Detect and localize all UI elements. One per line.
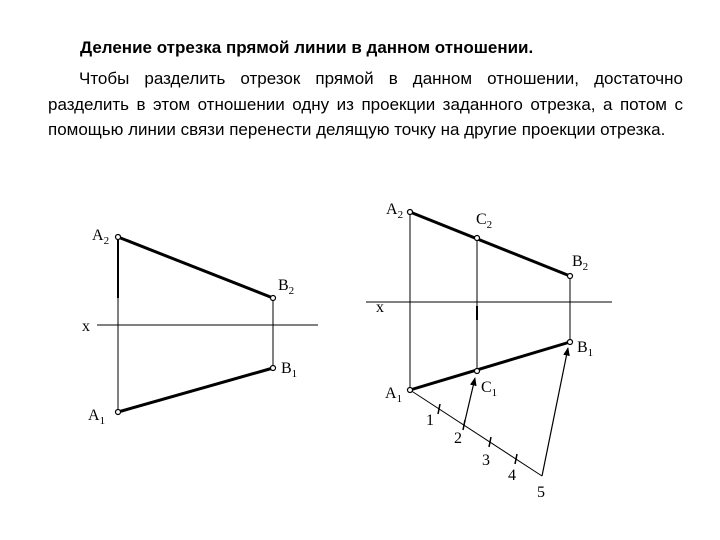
division-label-3: 3 bbox=[482, 452, 490, 469]
left-segment-a1-b1 bbox=[118, 368, 273, 412]
right-point-c1 bbox=[475, 369, 480, 374]
left-segment-a2-b2 bbox=[118, 237, 273, 298]
right-point-a1 bbox=[408, 388, 413, 393]
left-point-a2 bbox=[116, 235, 121, 240]
left-label-b1: $B_1$ bbox=[281, 360, 298, 380]
right-figure bbox=[366, 201, 612, 501]
right-point-b1 bbox=[568, 340, 573, 345]
division-tick-3 bbox=[489, 437, 491, 447]
right-point-c2 bbox=[475, 236, 480, 241]
left-label-a2: $A_2$ bbox=[92, 227, 110, 247]
right-label-a1: $A_1$ bbox=[385, 385, 403, 405]
left-point-b1 bbox=[271, 366, 276, 371]
slide-heading: Деление отрезка прямой линии в данном отношении. bbox=[80, 38, 534, 57]
right-axis-label: x bbox=[376, 299, 384, 316]
division-label-4: 4 bbox=[508, 467, 516, 484]
slide-paragraph: Чтобы разделить отрезок прямой в данном отношении, достаточно разделить в этом отношении одну из проекции заданного отрезка, а потом с помощью линии связи перенести делящую точку на другие проекции отрезка. bbox=[48, 69, 683, 139]
right-label-c2: $C_2$ bbox=[476, 211, 493, 231]
left-label-a1: $A_1$ bbox=[88, 407, 106, 427]
right-label-b2: $B_2$ bbox=[572, 253, 589, 273]
right-point-b2 bbox=[568, 274, 573, 279]
left-figure bbox=[82, 227, 318, 427]
left-label-b2: $B_2$ bbox=[278, 277, 295, 297]
right-label-b1: $B_1$ bbox=[577, 339, 594, 359]
division-label-1: 1 bbox=[426, 412, 434, 429]
left-point-a1 bbox=[116, 410, 121, 415]
right-transfer-line-2-c1 bbox=[464, 378, 475, 425]
left-axis-label: x bbox=[82, 318, 90, 335]
division-label-5: 5 bbox=[537, 484, 545, 501]
right-auxiliary-ray bbox=[410, 390, 542, 476]
division-label-2: 2 bbox=[454, 430, 462, 447]
division-tick-1 bbox=[438, 404, 440, 414]
left-point-b2 bbox=[271, 296, 276, 301]
right-transfer-line-5-b1 bbox=[542, 348, 568, 476]
right-label-a2: $A_2$ bbox=[386, 201, 404, 221]
right-point-a2 bbox=[408, 210, 413, 215]
right-label-c1: $C_1$ bbox=[481, 379, 498, 399]
division-tick-4 bbox=[515, 454, 517, 464]
division-tick-2 bbox=[463, 420, 465, 430]
